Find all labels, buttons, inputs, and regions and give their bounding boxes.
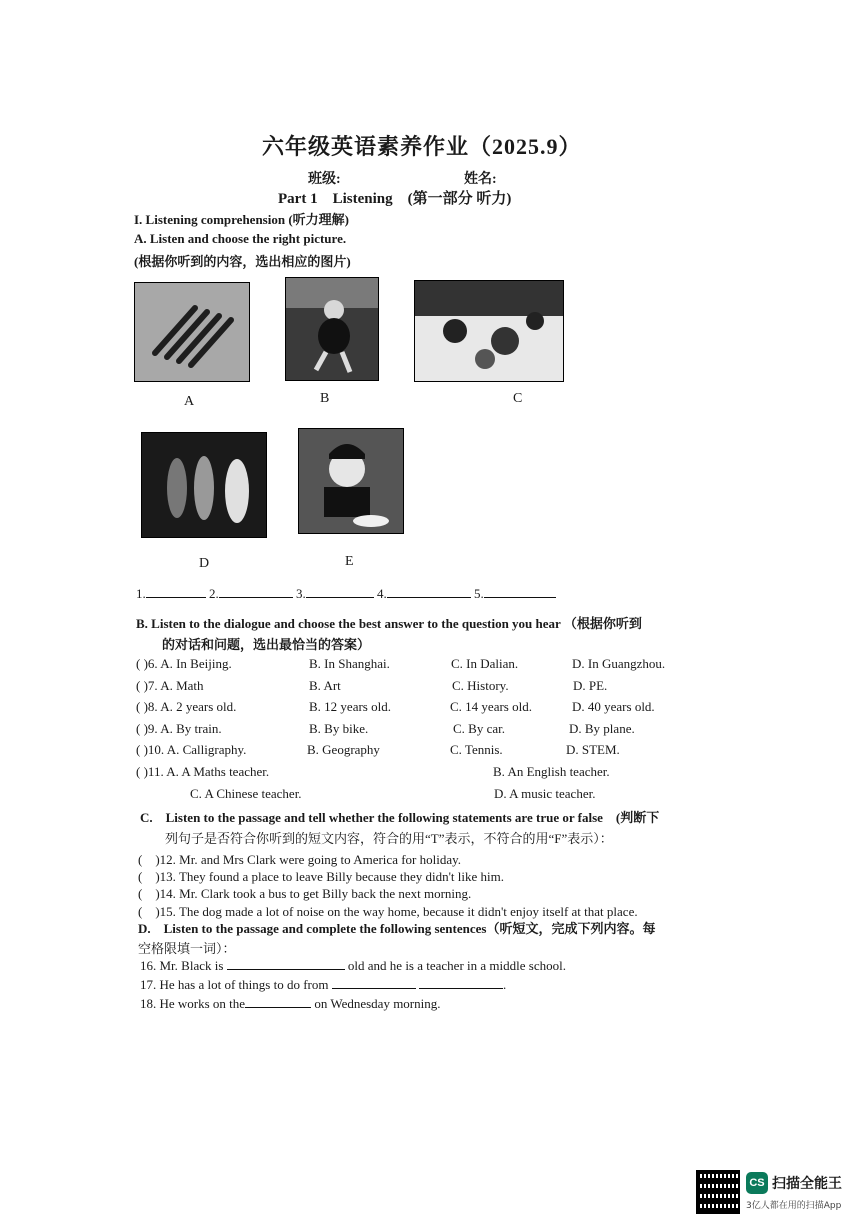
question-6 <box>136 656 232 672</box>
section-b-instruction: B. Listen to the dialogue and choose the best answer to the question you hear （根据你听到 <box>136 616 642 631</box>
sentence-number: 18. <box>140 996 157 1011</box>
page-title: 六年级英语素养作业（2025.9） <box>262 134 582 159</box>
picture-c-label: C <box>513 391 523 406</box>
question-7 <box>136 678 204 694</box>
fill-blank[interactable] <box>332 988 416 989</box>
picture-c <box>414 280 564 382</box>
name-label: 姓名: <box>464 172 497 187</box>
sentence-text: on Wednesday morning. <box>314 996 441 1011</box>
question-6-option-b: B. In Shanghai. <box>309 656 390 671</box>
question-11 <box>136 764 269 780</box>
picture-d <box>141 432 267 538</box>
answer-paren[interactable]: ( <box>136 699 141 714</box>
question-6-option-c: C. In Dalian. <box>451 656 519 671</box>
sentence-text: . <box>502 977 507 992</box>
sentence-text: Mr. Black is <box>159 958 224 973</box>
answer-blank-1[interactable] <box>146 597 206 598</box>
fill-blank[interactable] <box>419 988 503 989</box>
question-10-option-d: D. STEM. <box>566 742 620 757</box>
picture-e-label: E <box>345 554 354 569</box>
answer-blanks-row <box>136 586 556 602</box>
sentence-number: 17. <box>140 977 157 992</box>
question-9 <box>136 721 222 737</box>
question-9-option-c: C. By car. <box>453 721 505 736</box>
question-8-option-c: C. 14 years old. <box>450 699 532 714</box>
question-option-a: )6. A. In Beijing. <box>143 656 232 671</box>
picture-d-label: D <box>199 556 210 571</box>
picture-b-label: B <box>320 391 330 406</box>
answer-blank-2[interactable] <box>219 597 293 598</box>
snow-play-icon <box>415 281 563 381</box>
girl-eating-icon <box>299 429 403 533</box>
picture-e <box>298 428 404 534</box>
answer-paren[interactable]: ( <box>136 764 141 779</box>
question-8-option-b: B. 12 years old. <box>309 699 391 714</box>
statement-text: )12. Mr. and Mrs Clark were going to America for holiday. <box>155 852 462 867</box>
class-label: 班级: <box>308 172 341 187</box>
question-option-a: )7. A. Math <box>143 678 204 693</box>
question-option-a: )11. A. A Maths teacher. <box>143 764 270 779</box>
sentence-17 <box>140 977 506 993</box>
question-7-option-b: B. Art <box>309 678 341 693</box>
question-9-option-b: B. By bike. <box>309 721 369 736</box>
question-11-option-c: C. A Chinese teacher. <box>190 786 302 801</box>
dancers-icon <box>142 433 266 537</box>
question-8 <box>136 699 236 715</box>
answer-paren[interactable]: ( <box>138 904 156 919</box>
section-a-instruction-cn: (根据你听到的内容，选出相应的图片) <box>134 254 351 269</box>
answer-paren[interactable]: ( <box>138 886 156 901</box>
camscanner-logo-icon: CS <box>746 1172 768 1194</box>
answer-blank-3[interactable] <box>306 597 374 598</box>
answer-paren[interactable]: ( <box>138 869 156 884</box>
section-b-instruction-cn: 的对话和问题，选出最恰当的答案） <box>162 637 371 652</box>
fill-blank[interactable] <box>227 969 345 970</box>
answer-num-1: 1. <box>136 586 146 601</box>
answer-blank-4[interactable] <box>387 597 471 598</box>
sentence-number: 16. <box>140 958 157 973</box>
fill-blank[interactable] <box>245 1007 311 1008</box>
statement-text: )14. Mr. Clark took a bus to get Billy back the next morning. <box>155 886 472 901</box>
picture-b <box>285 277 379 381</box>
answer-paren[interactable]: ( <box>136 656 141 671</box>
child-running-icon <box>286 278 378 380</box>
question-10 <box>136 742 246 758</box>
question-10-option-b: B. Geography <box>307 742 380 757</box>
question-11-option-b: B. An English teacher. <box>493 764 610 779</box>
sentence-18 <box>140 996 441 1012</box>
answer-paren[interactable]: ( <box>136 742 141 757</box>
answer-num-2: 2. <box>209 586 219 601</box>
question-6-option-d: D. In Guangzhou. <box>572 656 666 671</box>
statement-14 <box>138 883 471 902</box>
scanner-brand: 扫描全能王 <box>772 1176 842 1192</box>
section-d-instruction-cn: 空格限填一词）： <box>138 941 236 956</box>
question-7-option-d: D. PE. <box>573 678 608 693</box>
answer-paren[interactable]: ( <box>138 852 156 867</box>
pencils-icon <box>135 283 249 381</box>
statement-text: )13. They found a place to leave Billy because they didn't like him. <box>155 869 505 884</box>
answer-paren[interactable]: ( <box>136 721 141 736</box>
picture-a <box>134 282 250 382</box>
section1-heading: I. Listening comprehension (听力理解) <box>134 212 349 227</box>
sentence-text: old and he is a teacher in a middle school. <box>347 958 566 973</box>
picture-a-label: A <box>184 394 195 409</box>
question-11-option-d: D. A music teacher. <box>494 786 596 801</box>
section-a-instruction: A. Listen and choose the right picture. <box>134 231 347 246</box>
answer-paren[interactable]: ( <box>136 678 141 693</box>
part-heading: Part 1 Listening (第一部分 听力) <box>278 191 512 207</box>
answer-blank-5[interactable] <box>484 597 556 598</box>
statement-text: )15. The dog made a lot of noise on the way home, because it didn't enjoy itself at that place. <box>155 904 638 919</box>
sentence-16 <box>140 958 566 974</box>
section-c-instruction: C. Listen to the passage and tell whether the following statements are true or false (判断下 <box>140 810 660 825</box>
section-d-instruction: D. Listen to the passage and complete the following sentences（听短文，完成下列内容。每 <box>138 921 656 936</box>
answer-num-5: 5. <box>474 586 484 601</box>
answer-num-3: 3. <box>296 586 306 601</box>
question-10-option-c: C. Tennis. <box>450 742 503 757</box>
question-7-option-c: C. History. <box>452 678 509 693</box>
question-option-a: )9. A. By train. <box>143 721 222 736</box>
sentence-text: He has a lot of things to do from <box>159 977 329 992</box>
question-option-a: )8. A. 2 years old. <box>143 699 237 714</box>
question-9-option-d: D. By plane. <box>569 721 635 736</box>
qr-code-icon <box>696 1170 740 1214</box>
sentence-text: He works on the <box>159 996 246 1011</box>
answer-num-4: 4. <box>377 586 387 601</box>
question-8-option-d: D. 40 years old. <box>572 699 655 714</box>
question-option-a: )10. A. Calligraphy. <box>143 742 247 757</box>
scanner-tagline: 3亿人都在用的扫描App <box>746 1201 842 1211</box>
section-c-instruction-cn: 列句子是否符合你听到的短文内容，符合的用“T”表示，不符合的用“F”表示）： <box>165 831 613 846</box>
